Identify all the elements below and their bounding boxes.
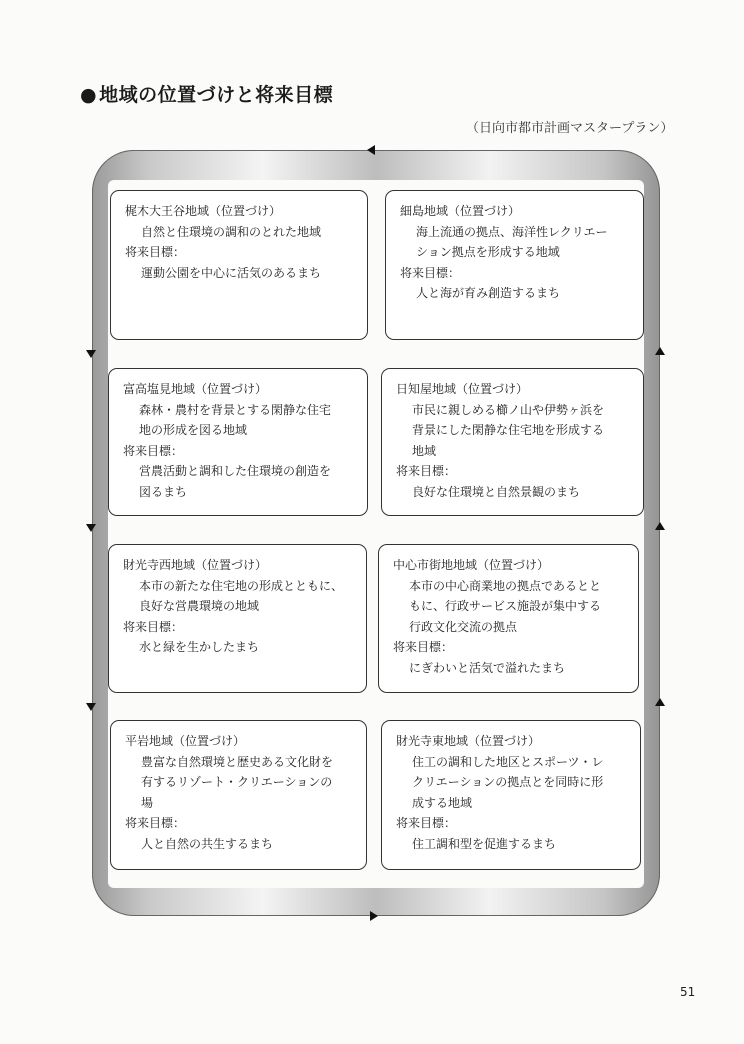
area-position-line: 良好な営農環境の地域 (139, 599, 260, 613)
title-text: 地域の位置づけと将来目標 (99, 84, 334, 106)
goal-line: 人と海が育み創造するまち (416, 286, 561, 300)
area-position-line: ション拠点を形成する地域 (416, 245, 560, 259)
area-heading: 平岩地域（位置づけ） (125, 734, 246, 748)
area-position-line: もに、行政サービス施設が集中する (409, 599, 602, 613)
area-card (110, 190, 368, 340)
area-position-line: 自然と住環境の調和のとれた地域 (141, 224, 322, 239)
goal-label: 将来目標： (393, 640, 454, 654)
arrow-up-icon (655, 522, 665, 530)
page-number: 51 (680, 985, 696, 999)
goal-line: 図るまち (139, 484, 188, 499)
arrow-down-icon (86, 703, 96, 711)
area-heading: 財光寺西地域（位置づけ） (123, 558, 268, 572)
area-card (110, 720, 367, 870)
arrow-down-icon (86, 350, 96, 358)
goal-line: 水と緑を生かしたまち (139, 640, 260, 654)
area-heading: 中心市街地地域（位置づけ） (393, 558, 550, 572)
goal-label: 将来目標： (400, 265, 461, 280)
area-heading: 財光寺東地域（位置づけ） (396, 734, 541, 748)
goal-line: にぎわいと活気で溢れたまち (409, 660, 566, 675)
goal-line: 良好な住環境と自然景観のまち (412, 484, 581, 499)
arrow-left-icon (367, 145, 375, 155)
area-position-line: 豊富な自然環境と歴史ある文化財を (141, 754, 334, 769)
area-position-line: 海上流通の拠点、海洋性レクリエー (416, 224, 608, 239)
goal-label: 将来目標： (123, 619, 184, 634)
goal-label: 将来目標： (125, 245, 186, 259)
area-position-line: 森林・農村を背景とする閑静な住宅 (139, 402, 332, 417)
area-card (385, 190, 644, 340)
title-bullet: ● (80, 84, 98, 106)
area-position-line: 成する地域 (412, 795, 473, 810)
goal-line: 人と自然の共生するまち (141, 836, 274, 851)
arrow-up-icon (655, 698, 665, 706)
area-position-line: 市民に親しめる櫛ノ山や伊勢ヶ浜を (412, 402, 605, 417)
goal-label: 将来目標： (123, 443, 184, 458)
source-citation: （日向市都市計画マスタープラン） (466, 121, 674, 136)
area-position-line: 背景にした閑静な住宅地を形成する (412, 423, 605, 437)
area-position-line: 場 (141, 795, 154, 810)
area-position-line: クリエーションの拠点とを同時に形 (412, 775, 604, 789)
area-card (378, 544, 639, 693)
arrow-down-icon (86, 524, 96, 532)
area-heading: 梶木大王谷地域（位置づけ） (125, 204, 282, 218)
area-position-line: 住工の調和した地区とスポーツ・レ (412, 754, 604, 769)
area-position-line: 地の形成を図る地域 (139, 423, 248, 437)
area-heading: 日知屋地域（位置づけ） (396, 382, 529, 396)
area-position-line: 本市の中心商業地の拠点であるとと (409, 578, 602, 593)
goal-line: 営農活動と調和した住環境の創造を (139, 464, 332, 478)
area-card (381, 720, 641, 870)
goal-line: 運動公園を中心に活気のあるまち (141, 265, 322, 280)
area-position-line: 地域 (412, 443, 437, 458)
area-card (108, 544, 367, 693)
area-position-line: 本市の新たな住宅地の形成とともに、 (139, 578, 344, 593)
area-card (381, 368, 644, 516)
page-title (80, 80, 333, 107)
goal-label: 将来目標： (396, 816, 457, 830)
area-heading: 富高塩見地域（位置づけ） (123, 382, 268, 396)
arrow-up-icon (655, 347, 665, 355)
goal-label: 将来目標： (396, 464, 457, 478)
goal-line: 住工調和型を促進するまち (412, 836, 557, 851)
area-card (108, 368, 368, 516)
area-position-line: 行政文化交流の拠点 (409, 619, 518, 634)
goal-label: 将来目標： (125, 816, 186, 830)
area-heading: 細島地域（位置づけ） (400, 204, 521, 218)
arrow-right-icon (370, 911, 378, 921)
area-position-line: 有するリゾート・クリエーションの (141, 775, 333, 789)
